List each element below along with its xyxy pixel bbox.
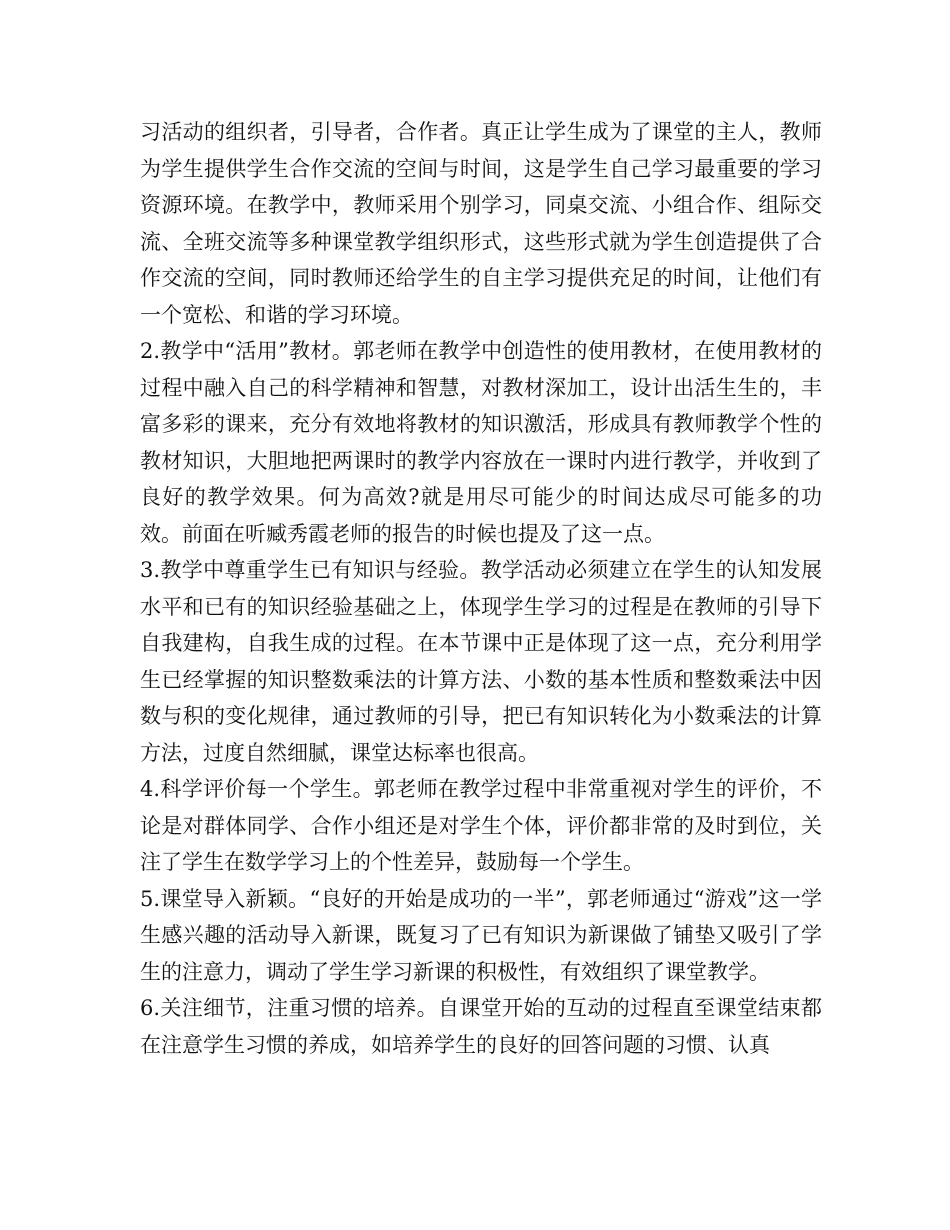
paragraph-point-4: 4.科学评价每一个学生。郭老师在教学过程中非常重视对学生的评价，不论是对群体同学、合作小组还是对学生个体，评价都非常的及时到位，关注了学生在数学学习上的个性差异，鼓励每一个学生。 xyxy=(140,777,822,874)
paragraph-point-6: 6.关注细节，注重习惯的培养。自课堂开始的互动的过程直至课堂结束都在注意学生习惯的养成，如培养学生的良好的回答问题的习惯、认真 xyxy=(140,996,822,1057)
paragraph-point-5: 5.课堂导入新颖。“良好的开始是成功的一半”，郭老师通过“游戏”这一学生感兴趣的活动导入新课，既复习了已有知识为新课做了铺垫又吸引了学生的注意力，调动了学生学习新课的积极性，有效组织了课堂教学。 xyxy=(140,886,822,984)
paragraph-point-2: 2.教学中“活用”教材。郭老师在教学中创造性的使用教材，在使用教材的过程中融入自己的科学精神和智慧，对教材深加工，设计出活生生的，丰富多彩的课来，充分有效地将教材的知识激活，形成具有教师教学个性的教材知识，大胆地把两课时的教学内容放在一课时内进行教学，并收到了良好的教学效果。何为高效?就是用尽可能少的时间达成尽可能多的功效。前面在听臧秀霞老师的报告的时候也提及了这一点。 xyxy=(140,339,822,546)
paragraph-continuation: 习活动的组织者，引导者，合作者。真正让学生成为了课堂的主人，教师为学生提供学生合作交流的空间与时间，这是学生自己学习最重要的学习资源环境。在教学中，教师采用个别学习，同桌交流、小组合作、组际交流、全班交流等多种课堂教学组织形式，这些形式就为学生创造提供了合作交流的空间，同时教师还给学生的自主学习提供充足的时间，让他们有一个宽松、和谐的学习环境。 xyxy=(140,120,822,327)
paragraph-point-3: 3.教学中尊重学生已有知识与经验。教学活动必须建立在学生的认知发展水平和已有的知识经验基础之上，体现学生学习的过程是在教师的引导下自我建构，自我生成的过程。在本节课中正是体现了这一点，充分利用学生已经掌握的知识整数乘法的计算方法、小数的基本性质和整数乘法中因数与积的变化规律，通过教师的引导，把已有知识转化为小数乘法的计算方法，过度自然细腻，课堂达标率也很高。 xyxy=(140,558,822,765)
